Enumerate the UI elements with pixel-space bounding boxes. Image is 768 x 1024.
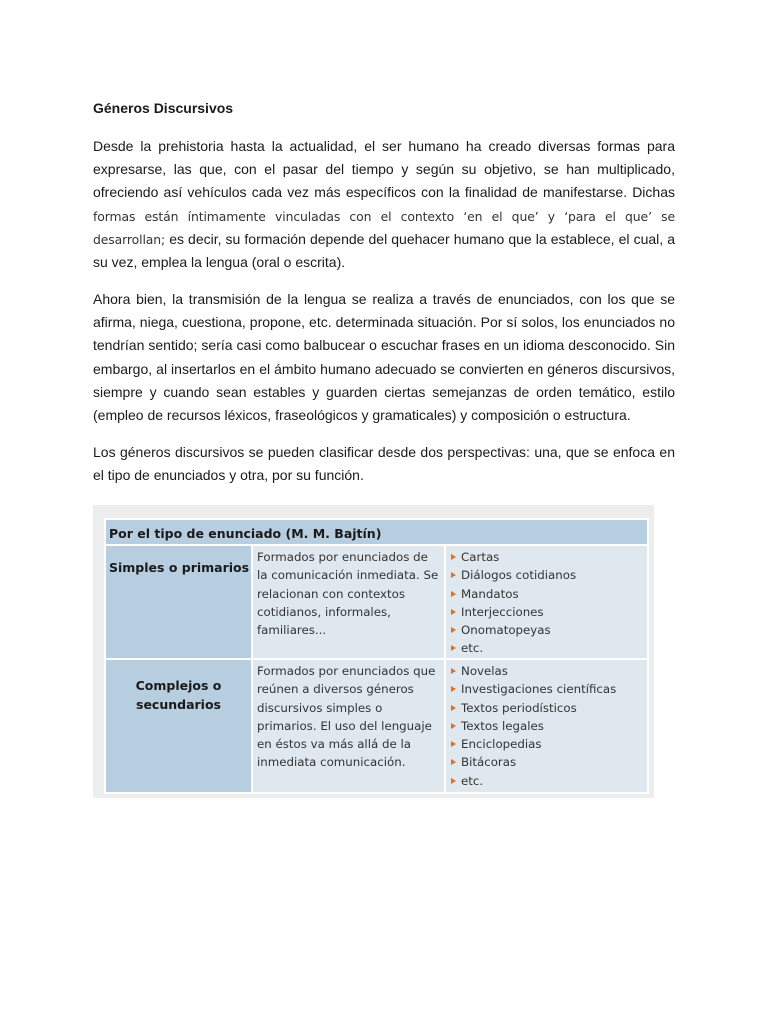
category-complex: Complejos o secundarios [105, 659, 252, 793]
list-item: Bitácoras [450, 753, 647, 771]
list-item: Interjecciones [450, 603, 647, 621]
description-simple: Formados por enunciados de la comunicación inmediata. Se relacionan con contextos cotidianos, informales, familiares... [252, 545, 445, 659]
bullet-arrow-icon [451, 627, 456, 633]
list-item: Onomatopeyas [450, 621, 647, 639]
bullet-arrow-icon [451, 609, 456, 615]
list-item: etc. [450, 772, 647, 790]
list-item: Cartas [450, 548, 647, 566]
bullet-arrow-icon [451, 668, 456, 674]
bullet-arrow-icon [451, 705, 456, 711]
description-complex: Formados por enunciados que reúnen a diversos géneros discursivos simples o primarios. El uso del lenguaje en éstos va más allá de la inmediata comunicación. [252, 659, 445, 793]
list-item: etc. [450, 639, 647, 657]
list-item: Mandatos [450, 585, 647, 603]
paragraph-intro [93, 135, 675, 274]
genres-table [104, 518, 649, 794]
list-item: Enciclopedias [450, 735, 647, 753]
bullet-arrow-icon [451, 759, 456, 765]
paragraph-intro-part2: formas están íntimamente vinculadas con el contexto ‘en el que’ y ‘para el que’ se desarrollan; [93, 208, 675, 247]
paragraph-intro-part1: Desde la prehistoria hasta la actualidad, el ser humano ha creado diversas formas para expresarse, las que, con el pasar del tiempo y según su objetivo, se han multiplicado, ofreciendo así vehículos cada vez más específicos con la finalidad de manifestarse. Dichas [93, 138, 675, 201]
paragraph-transmission: Ahora bien, la transmisión de la lengua se realiza a través de enunciados, con los que se afirma, niega, cuestiona, propone, etc. determinada situación. Por sí solos, los enunciados no tendrían sentido; sería casi como balbucear o escuchar frases en un idioma desconocido. Sin embargo, al insertarlos en el ámbito humano adecuado se convierten en géneros discursivos, siempre y cuando sean estables y guarden ciertas semejanzas de orden temático, estilo (empleo de recursos léxicos, fraseológicos y gramaticales) y composición o estructura. [93, 291, 675, 424]
bullet-arrow-icon [451, 778, 456, 784]
paragraph-intro-part3: es decir, su formación depende del quehacer humano que la establece, el cual, a su vez, emplea la lengua (oral o escrita). [93, 230, 675, 271]
bullet-arrow-icon [451, 741, 456, 747]
examples-simple [445, 545, 648, 659]
bullet-arrow-icon [451, 723, 456, 729]
bullet-arrow-icon [451, 591, 456, 597]
genres-table-figure [93, 505, 654, 798]
list-item: Diálogos cotidianos [450, 566, 647, 584]
page-title: Géneros Discursivos [93, 100, 234, 116]
list-item: Textos periodísticos [450, 699, 647, 717]
list-item: Investigaciones científicas [450, 680, 647, 698]
bullet-arrow-icon [451, 686, 456, 692]
list-item: Textos legales [450, 717, 647, 735]
category-simple: Simples o primarios [105, 545, 252, 659]
paragraph-classification: Los géneros discursivos se pueden clasificar desde dos perspectivas: una, que se enfoca en el tipo de enunciados y otra, por su función. [93, 444, 675, 484]
examples-complex [445, 659, 648, 793]
bullet-arrow-icon [451, 645, 456, 651]
list-item: Novelas [450, 662, 647, 680]
bullet-arrow-icon [451, 572, 456, 578]
table-header: Por el tipo de enunciado (M. M. Bajtín) [105, 519, 648, 545]
bullet-arrow-icon [451, 554, 456, 560]
